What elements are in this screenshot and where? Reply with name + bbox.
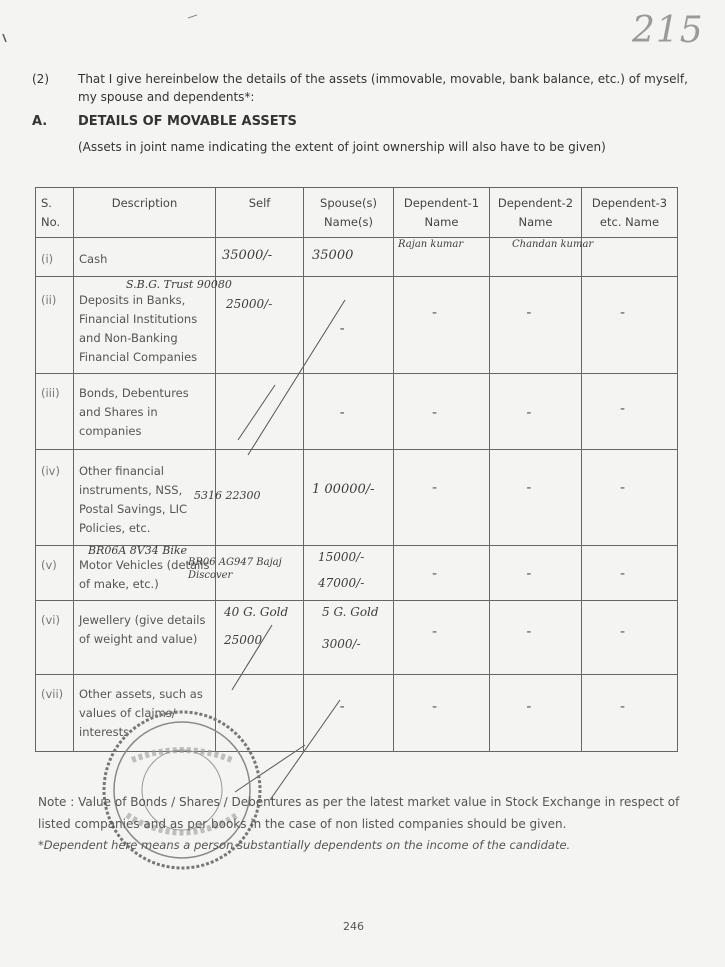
cell-dep1 (394, 277, 490, 374)
cell-spouse (304, 675, 394, 752)
handwritten-note: BR06A 8V34 Bike (88, 544, 188, 557)
cell-dep3 (582, 277, 678, 374)
cell-dep3 (582, 450, 678, 546)
header-dependent-1: Dependent-1 Name (394, 188, 490, 238)
cell-dep2 (490, 675, 582, 752)
table-row (36, 277, 678, 374)
dash: - (526, 479, 532, 496)
cell-dep2 (490, 450, 582, 546)
handwritten-value: 35000 (312, 248, 354, 263)
cell-dep3 (582, 675, 678, 752)
handwritten-value: 25000/- (226, 297, 273, 311)
table-row (36, 601, 678, 675)
handwritten-dependent-1-name: Rajan kumar (398, 239, 464, 250)
cell-spouse (304, 601, 394, 675)
cell-dep2 (490, 374, 582, 450)
section-title: DETAILS OF MOVABLE ASSETS (78, 114, 297, 129)
dash: - (432, 623, 438, 640)
dependent-definition-note: *Dependent here means a person substantially dependents on the income of the candidate. (38, 838, 571, 852)
dash: - (620, 698, 626, 715)
table-row (36, 450, 678, 546)
cell-dep2 (490, 546, 582, 601)
dash: - (620, 479, 626, 496)
cell-dep1 (394, 546, 490, 601)
row-sno: (vi) (36, 601, 74, 675)
row-description: Jewellery (give details of weight and value) (74, 601, 216, 675)
dash: - (620, 623, 626, 640)
market-value-note: Note : Value of Bonds / Shares / Debentures as per the latest market value in Stock Exchange in respect of listed companies and as per books in the case of non listed companies should be given. (38, 795, 680, 831)
row-sno: (vii) (36, 675, 74, 752)
handwritten-value: 5 G. Gold (322, 605, 379, 619)
dash: - (432, 405, 438, 421)
header-sno: S. No. (36, 188, 74, 238)
handwritten-value: 1 00000/- (312, 482, 375, 497)
cell-dep1 (394, 601, 490, 675)
cell-dep2 (490, 238, 594, 277)
row-description: Deposits in Banks, Financial Institutions and Non-Banking Financial Companies (74, 277, 216, 374)
handwritten-value: BR06 AG947 Bajaj Discover (188, 557, 282, 581)
table-row (36, 374, 678, 450)
cell-dep3 (582, 374, 678, 450)
header-dependent-3: Dependent-3 etc. Name (582, 188, 678, 238)
dash: - (620, 565, 626, 582)
dash: - (432, 565, 438, 582)
cell-dep2 (490, 277, 582, 374)
cell-dep1 (394, 374, 490, 450)
cell-dep1 (394, 238, 490, 277)
row-sno: (iv) (36, 450, 74, 546)
table-row (36, 546, 678, 601)
paragraph-number: (2) (32, 72, 49, 86)
footer-page-number: 246 (343, 920, 364, 933)
section-letter: A. (32, 114, 48, 129)
cell-spouse (304, 546, 394, 601)
cell-self (194, 450, 304, 546)
paragraph-text: That I give hereinbelow the details of the assets (immovable, movable, bank balance, etc.) of myself, my spouse and dependents*: (78, 72, 688, 104)
dash: - (339, 321, 345, 338)
row-description: Cash (74, 238, 216, 277)
cell-self (216, 601, 304, 675)
cell-dep1 (394, 450, 490, 546)
handwritten-value: 5316 22300 (194, 489, 261, 502)
header-spouse: Spouse(s) Name(s) (304, 188, 394, 238)
row-description: Other assets, such as values of claims/ interests (74, 675, 216, 752)
row-description: Motor Vehicles (details of make, etc.) (74, 546, 216, 601)
cell-spouse (304, 277, 394, 374)
row-sno: (v) (36, 546, 74, 601)
row-sno: (i) (36, 238, 74, 277)
handwritten-value: 40 G. Gold (224, 605, 289, 619)
dash: - (432, 304, 438, 321)
cell-spouse (304, 450, 394, 546)
header-dependent-2: Dependent-2 Name (490, 188, 582, 238)
dash: - (526, 698, 532, 715)
dash: - (339, 405, 345, 421)
cell-dep3 (582, 546, 678, 601)
dash: - (620, 304, 626, 321)
row-description: Other financial instruments, NSS, Postal Savings, LIC Policies, etc. (74, 450, 216, 546)
cell-self (216, 238, 304, 277)
dash: - (339, 698, 345, 715)
row-description: Bonds, Debentures and Shares in companies (74, 374, 216, 450)
cell-spouse (304, 374, 394, 450)
handwritten-note: S.B.G. Trust 90080 (126, 278, 232, 291)
dash: - (432, 479, 438, 496)
cell-dep3 (582, 238, 678, 277)
cell-dep1 (394, 675, 490, 752)
dash: - (620, 401, 626, 418)
dash: - (432, 698, 438, 715)
dash: - (526, 565, 532, 582)
section-subtitle: (Assets in joint name indicating the extent of joint ownership will also have to be given) (78, 140, 606, 154)
row-sno: (iii) (36, 374, 74, 450)
table-row (36, 238, 678, 277)
handwritten-value: 35000/- (222, 248, 273, 263)
cell-dep2 (490, 601, 582, 675)
official-seal-stamp (92, 700, 272, 880)
header-description: Description (74, 188, 216, 238)
handwritten-page-number: 215 (632, 10, 704, 51)
row-sno: (ii) (36, 277, 74, 374)
cell-dep3 (582, 601, 678, 675)
dash: - (526, 304, 532, 321)
header-self: Self (216, 188, 304, 238)
dash: - (526, 405, 532, 421)
cell-self (216, 374, 304, 450)
handwritten-value: 3000/- (322, 637, 361, 651)
dash: - (526, 623, 532, 640)
handwritten-value: 15000/- (318, 550, 365, 564)
handwritten-dependent-2-name: Chandan kumar (512, 239, 594, 250)
table-header-row (36, 188, 678, 238)
handwritten-value: 47000/- (318, 576, 365, 590)
cell-spouse (304, 238, 394, 277)
movable-assets-table (35, 187, 678, 752)
handwritten-value: 25000 (224, 633, 263, 647)
